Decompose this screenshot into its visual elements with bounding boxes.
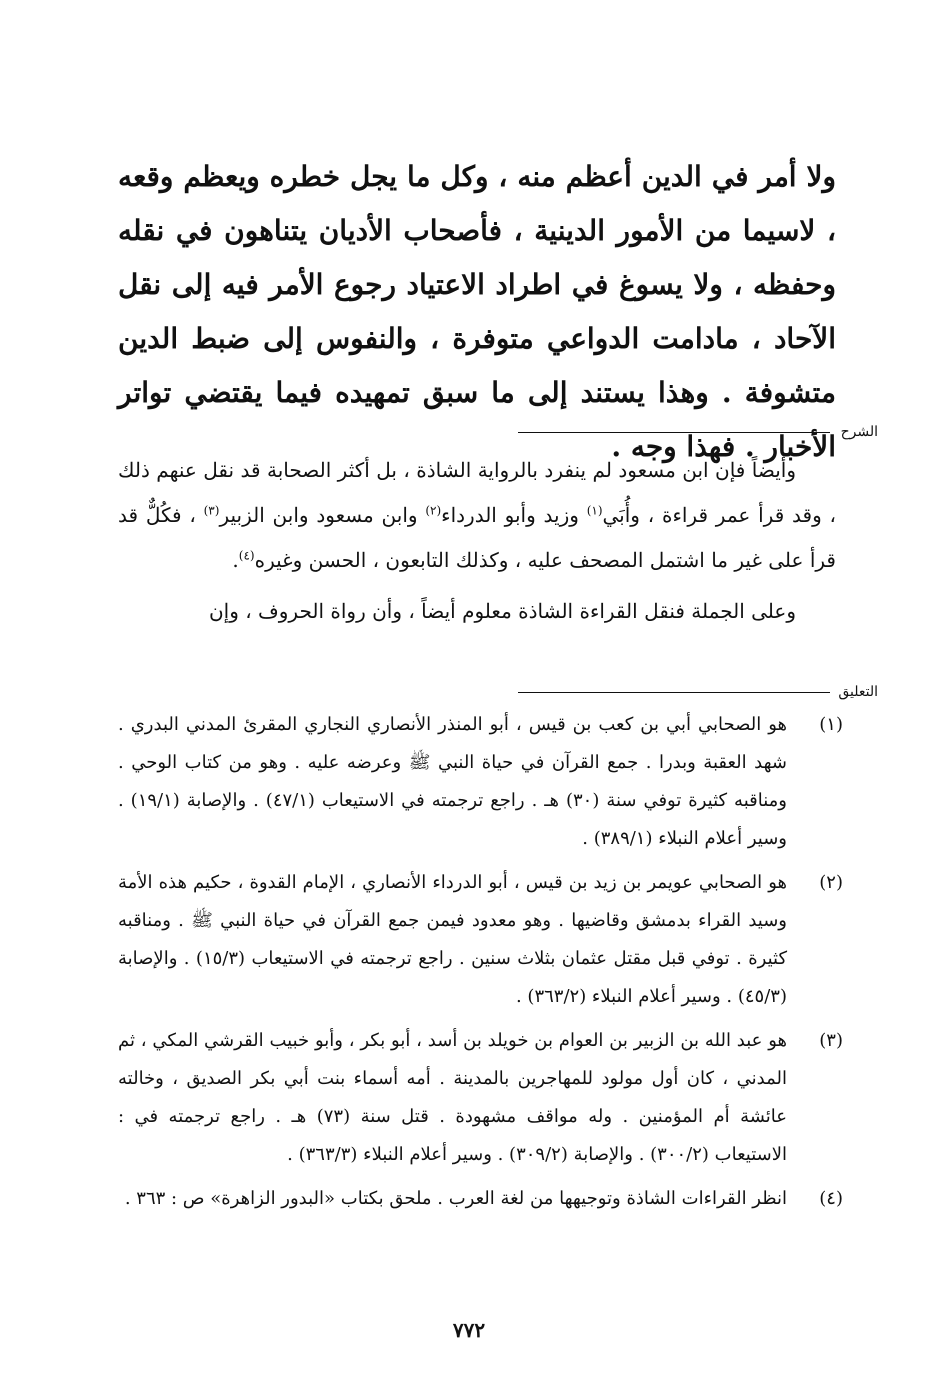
footnote-text: انظر القراءات الشاذة وتوجيهها من لغة العرب . ملحق بكتاب «البدور الزاهرة» ص : ٣٦٣ . [124,1188,787,1209]
footnote-number: (٤) [819,1188,843,1209]
footnote-item [118,706,843,858]
sharh-text-segment: وزيد وأبو الدرداء [441,503,587,527]
footnote-number: (٣) [819,1030,843,1051]
sharh-paragraph-1 [118,448,836,583]
footnote-text: هو الصحابي عويمر بن زيد بن قيس ، أبو الدرداء الأنصاري ، الإمام القدوة ، حكيم هذه الأمة وسيد القراء بدمشق وقاضيها . وهو معدود فيمن جمع القرآن في حياة النبي ﷺ . ومناقبه كثيرة . توفي قبل مقتل عثمان بثلاث سنين . راجع ترجمته في الاستيعاب (١٥/٣) . والإصابة (٤٥/٣) . وسير أعلام النبلاء (٣٦٣/٢) . [118,872,788,1007]
footnote-text: هو الصحابي أبي بن كعب بن قيس ، أبو المنذر الأنصاري النجاري المقرئ المدني البدري . شهد العقبة وبدرا . جمع القرآن في حياة النبي ﷺ وعرضه عليه . وهو من كتاب الوحي . ومناقبه كثيرة توفي سنة (٣٠) هـ . راجع ترجمته في الاستيعاب (٤٧/١) . والإصابة (١٩/١) . وسير أعلام النبلاء (٣٨٩/١) . [118,714,787,849]
main-text-block [118,150,836,474]
sharh-text-segment: وأيضاً فإن ابن مسعود لم ينفرد بالرواية الشاذة ، بل أكثر الصحابة قد نقل عنهم ذلك ، وقد قرأ عمر قراءة ، وأُبَي [118,458,836,527]
page-number: ٧٧٢ [452,1318,486,1342]
footnote-number: (٢) [819,872,843,893]
footnote-number: (١) [819,714,843,735]
sharh-divider [518,432,830,433]
footnote-item [118,1180,843,1218]
footnote-ref: (٤) [238,548,255,563]
footnotes-block [118,706,843,1224]
footnote-ref: (٣) [203,503,220,518]
sharh-label: الشرح [840,424,878,440]
sharh-text-segment: وابن مسعود وابن الزبير [219,503,426,527]
footnote-item [118,1022,843,1174]
main-paragraph: ولا أمر في الدين أعظم منه ، وكل ما يجل خطره ويعظم وقعه ، لاسيما من الأمور الدينية ، فأصحاب الأديان يتناهون في نقله وحفظه ، ولا يسوغ في اطراد الاعتياد رجوع الأمر فيه إلى نقل الآحاد ، مادامت الدواعي متوفرة ، والنفوس إلى ضبط الدين متشوفة . وهذا يستند إلى ما سبق تمهيده فيما يقتضي تواتر الأخبار . فهذا وجه . [118,160,836,463]
footnote-ref: (١) [586,503,603,518]
taliq-label: التعليق [838,684,878,700]
sharh-block [118,448,836,634]
footnote-ref: (٢) [425,503,442,518]
sharh-paragraph-2: وعلى الجملة فنقل القراءة الشاذة معلوم أيضاً ، وأن رواة الحروف ، وإن [208,599,796,623]
sharh-text-segment: . [232,548,239,572]
sharh-text-segment: ، فكُلٌّ قد قرأ على غير ما اشتمل المصحف عليه ، وكذلك التابعون ، الحسن وغيره [118,503,836,572]
footnote-item [118,864,843,1016]
footnote-text: هو عبد الله بن الزبير بن العوام بن خويلد بن أسد ، أبو بكر ، وأبو خبيب القرشي المكي ، ثم المدني ، كان أول مولود للمهاجرين بالمدينة . أمه أسماء بنت أبي بكر الصديق ، وخالته عائشة أم المؤمنين . وله مواقف مشهودة . قتل سنة (٧٣) هـ . راجع ترجمته في : الاستيعاب (٣٠٠/٢) . والإصابة (٣٠٩/٢) . وسير أعلام النبلاء (٣٦٣/٣) . [118,1030,788,1165]
taliq-divider [518,692,830,693]
